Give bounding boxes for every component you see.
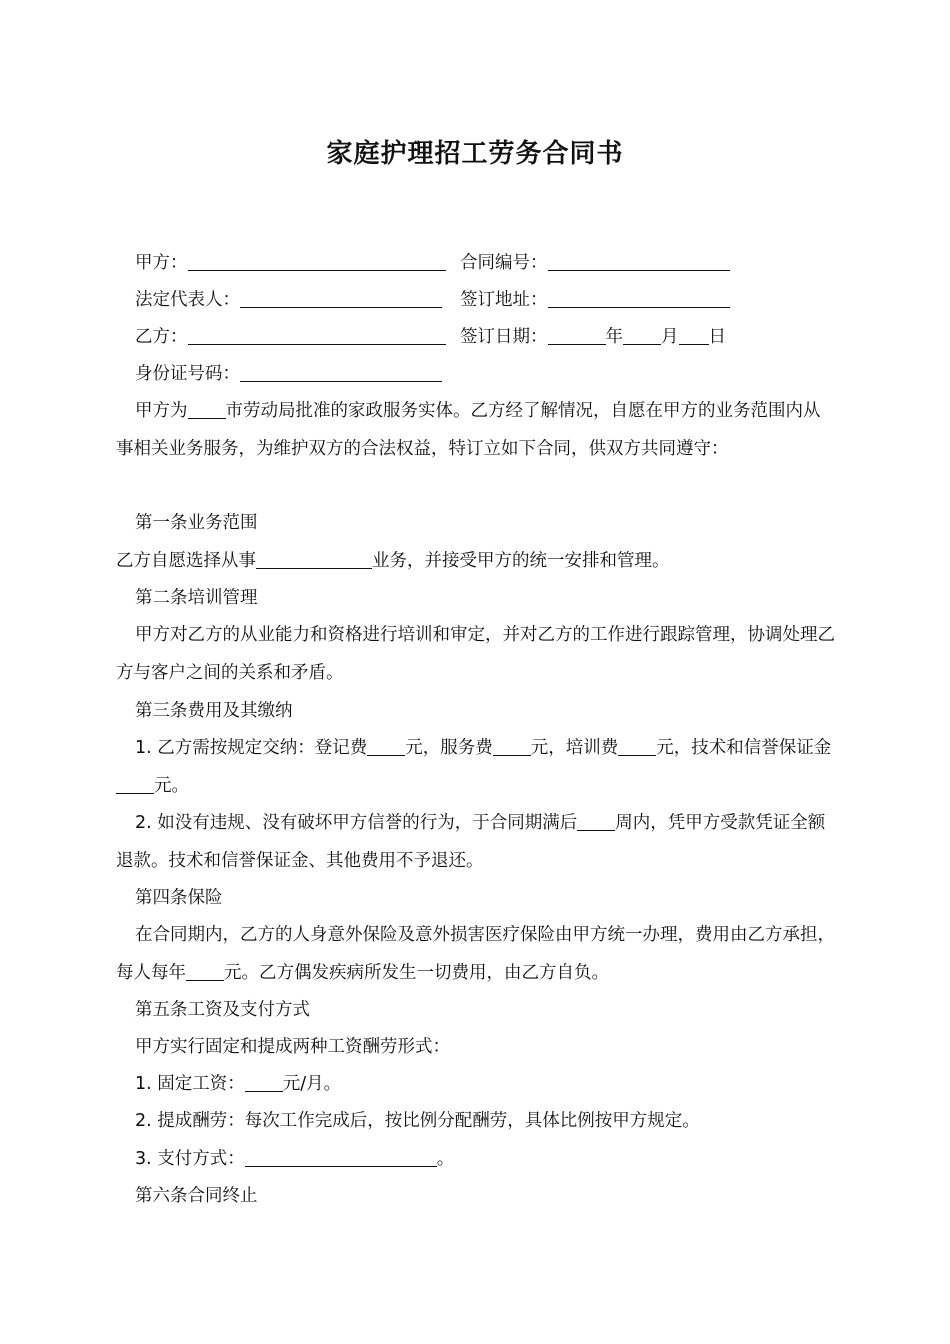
fee-text-b: 元，服务费 [405,738,493,758]
article-4-heading: 第四条保险 [135,888,223,908]
document-title: 家庭护理招工劳务合同书 [326,139,624,169]
sign-place-field [460,288,730,312]
party-b-field [135,325,446,349]
city-blank[interactable] [188,400,226,419]
year-label: 年 [605,327,623,347]
article-3-heading: 第三条费用及其缴纳 [135,701,293,721]
id-number-blank[interactable] [240,363,442,382]
legal-rep-field [135,288,442,312]
payment-method-text-a: 3. 支付方式： [135,1149,245,1169]
contract-no-blank[interactable] [548,252,730,271]
article-1-text-b: 业务，并接受甲方的统一安排和管理。 [372,551,670,571]
party-b-blank[interactable] [188,326,446,345]
intro-text-2: 市劳动局批准的家政服务实体。乙方经了解情况，自愿在甲方的业务范围内从事相关业务服务，为维护双方的合法权益，特订立如下合同，供双方共同遵守： [116,401,821,459]
year-blank[interactable] [548,326,606,345]
sign-date-label: 签订日期： [460,327,548,347]
month-label: 月 [661,327,679,347]
legal-rep-blank[interactable] [240,289,442,308]
article-3-item-1 [116,730,836,805]
party-a-label: 甲方： [135,253,188,273]
day-blank[interactable] [679,326,709,345]
fixed-wage-blank[interactable] [245,1073,283,1092]
service-fee-blank[interactable] [493,737,531,756]
payment-method-blank[interactable] [245,1148,437,1167]
intro-text-1: 甲方为 [135,401,188,421]
id-number-label: 身份证号码： [135,364,240,384]
contract-no-label: 合同编号： [460,253,548,273]
business-blank[interactable] [256,550,372,569]
article-6-heading: 第六条合同终止 [135,1186,258,1206]
refund-text-a: 2. 如没有违规、没有破坏甲方信誉的行为，于合同期满后 [135,813,578,833]
article-5-item-1 [135,1072,341,1096]
sign-place-blank[interactable] [548,289,730,308]
article-4-text [116,917,836,992]
article-5-item-3 [135,1147,454,1171]
payment-method-text-b: 。 [436,1149,455,1169]
party-b-label: 乙方： [135,327,188,347]
sign-place-label: 签订地址： [460,290,548,310]
article-5-heading: 第五条工资及支付方式 [135,1000,310,1020]
article-2-heading: 第二条培训管理 [135,588,258,608]
fixed-wage-text-b: 元/月。 [282,1074,342,1094]
article-5-item-2: 2. 提成酬劳：每次工作完成后，按比例分配酬劳，具体比例按甲方规定。 [135,1111,700,1131]
insurance-text-b: 元。乙方偶发疾病所发生一切费用，由乙方自负。 [224,962,609,983]
refund-weeks-blank[interactable] [577,812,615,831]
registration-fee-blank[interactable] [367,737,405,756]
day-label: 日 [708,327,726,347]
insurance-fee-blank[interactable] [186,962,224,981]
article-1-text [116,549,670,573]
article-1-text-a: 乙方自愿选择从事 [116,551,256,571]
id-number-field [135,362,442,386]
legal-rep-label: 法定代表人： [135,290,240,310]
article-3-item-2 [116,805,836,880]
fee-text-d: 元，技术和信誉保证金 [656,738,832,758]
training-fee-blank[interactable] [618,737,656,756]
fee-text-a: 1. 乙方需按规定交纳：登记费 [135,738,368,758]
article-2-text: 甲方对乙方的从业能力和资格进行培训和审定，并对乙方的工作进行跟踪管理，协调处理乙方与客户之间的关系和矛盾。 [116,625,835,683]
fee-text-c: 元，培训费 [530,738,619,758]
fixed-wage-text-a: 1. 固定工资： [135,1074,245,1094]
fee-text-e: 元。 [154,775,189,796]
deposit-blank[interactable] [116,775,154,794]
insurance-text-a: 在合同期内，乙方的人身意外保险及意外损害医疗保险由甲方统一办理，费用由乙方承担，每人每年 [116,925,835,983]
intro-paragraph [116,393,836,468]
refund-text-b: 周内，凭甲方受款凭证全额退款。技术和信誉保证金、其他费用不予退还。 [116,813,826,871]
party-a-blank[interactable] [188,252,446,271]
sign-date-field [460,325,726,349]
contract-no-field [460,251,730,275]
party-a-field [135,251,446,275]
article-5-intro: 甲方实行固定和提成两种工资酬劳形式： [135,1037,450,1057]
article-1-heading: 第一条业务范围 [135,513,258,533]
month-blank[interactable] [623,326,661,345]
